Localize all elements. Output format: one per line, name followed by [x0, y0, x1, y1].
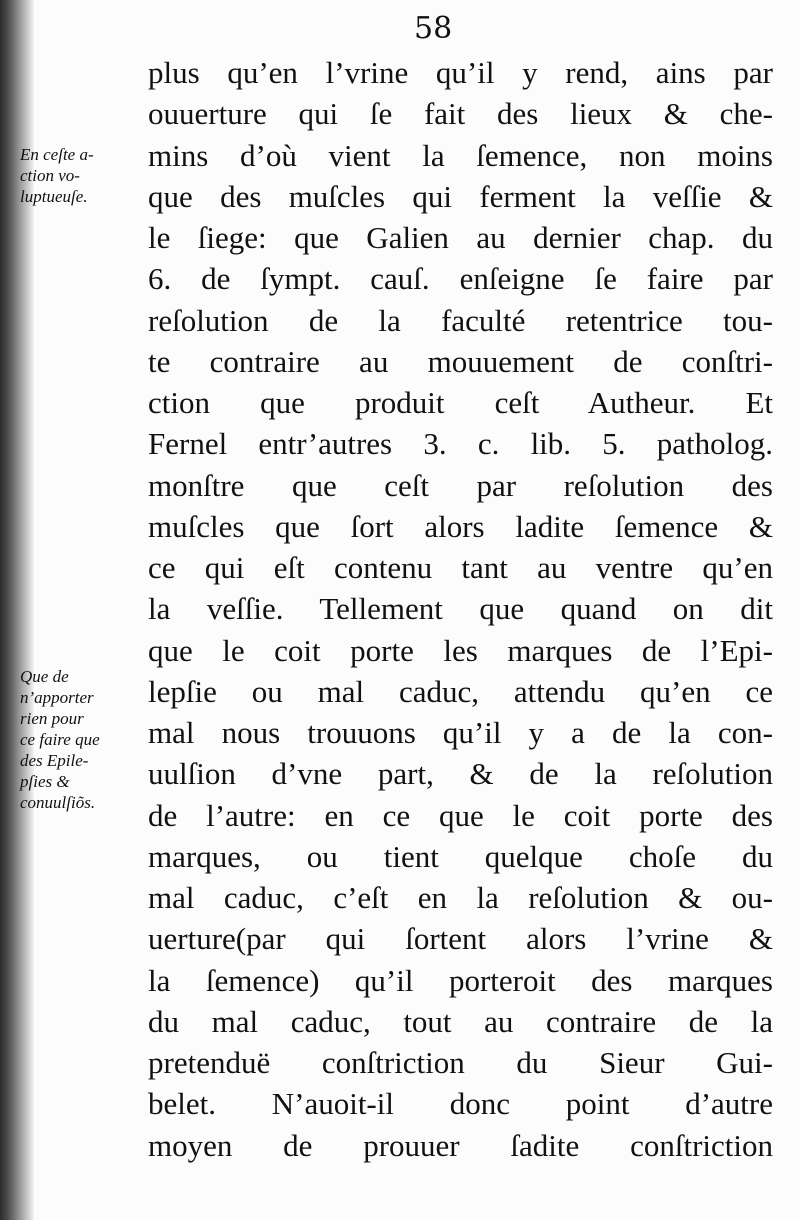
text-line: reſolution de la faculté retentrice tou- [148, 302, 773, 338]
page-number: 58 [414, 11, 453, 46]
margin-note-line: ction vo- [20, 166, 80, 185]
text-line: lepſie ou mal caduc, attendu qu’en ce [148, 673, 773, 709]
text-line: la veſſie. Tellement que quand on dit [148, 591, 773, 627]
text-line: de l’autre: en ce que le coit porte des [148, 797, 773, 833]
text-line: Fernel entr’autres 3. c. lib. 5. patholog. [148, 426, 773, 462]
margin-note-line: pſies & [20, 772, 70, 791]
text-line: le ſiege: que Galien au dernier chap. du [148, 220, 773, 255]
text-line: la ſemence) qu’il porteroit des marques [148, 962, 773, 998]
text-line: ction que produit ceſt Autheur. Et [148, 385, 773, 420]
margin-note-line: En ceſte a- [20, 145, 94, 164]
text-line: pretenduë conſtriction du Sieur Gui- [148, 1045, 773, 1080]
margin-note-epilepsies [20, 666, 154, 813]
text-line: plus qu’en l’vrine qu’il y rend, ains par [148, 55, 773, 90]
text-line: te contraire au mouuement de conſtri- [148, 343, 773, 379]
margin-note-line: n’apporter [20, 688, 94, 707]
text-line: mal nous trouuons qu’il y a de la con- [148, 715, 773, 750]
text-line: marques, ou tient quelque choſe du [148, 838, 773, 874]
margin-note-line: des Epile- [20, 751, 89, 770]
text-line: du mal caduc, tout au contraire de la [148, 1003, 773, 1039]
text-line: monſtre que ceſt par reſolution des [148, 467, 773, 503]
text-line: belet. N’auoit-il donc point d’autre [148, 1086, 773, 1122]
text-line: que le coit porte les marques de l’Epi- [148, 632, 773, 668]
text-line: uulſion d’vne part, & de la reſolution [148, 756, 773, 792]
margin-note-voluptueuse [20, 144, 154, 207]
text-line: muſcles que ſort alors ladite ſemence & [148, 508, 773, 544]
margin-note-line: luptueuſe. [20, 187, 88, 206]
margin-note-line: Que de [20, 667, 69, 686]
margin-note-line: ce faire que [20, 730, 100, 749]
text-line: que des muſcles qui ferment la veſſie & [148, 178, 773, 214]
margin-note-line: rien pour [20, 709, 84, 728]
text-line: mins d’où vient la ſemence, non moins [148, 137, 773, 173]
text-line: ce qui eſt contenu tant au ventre qu’en [148, 550, 773, 585]
text-line: mal caduc, c’eſt en la reſolution & ou- [148, 880, 773, 915]
text-line: 6. de ſympt. cauſ. enſeigne ſe faire par [148, 261, 773, 297]
text-line: uerture(par qui ſortent alors l’vrine & [148, 921, 773, 957]
margin-note-line: conuulſiõs. [20, 793, 96, 812]
body-text [148, 52, 773, 1166]
text-line: moyen de prouuer ſadite conſtriction [148, 1127, 773, 1163]
text-line: ouuerture qui ſe fait des lieux & che- [148, 96, 773, 132]
